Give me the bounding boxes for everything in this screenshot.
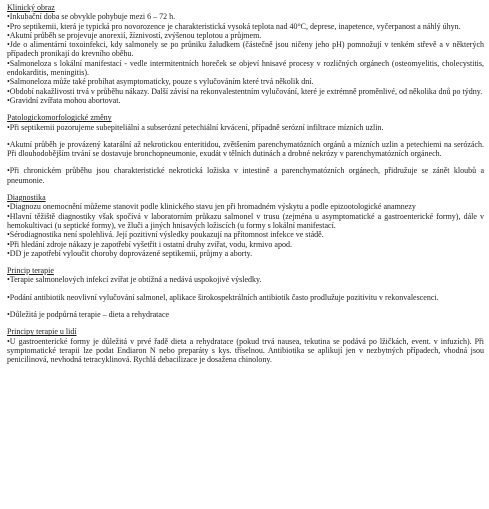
paragraph: •Sérodiagnostika není spolehlivá. Její pozitivní výsledky poukazují na přítomnost infekce ve stádě. bbox=[7, 230, 324, 240]
paragraph: •Při chronickém průběhu jsou charakteristické nekrotická ložiska v intestině a parenchymatózních orgánech, přidružuje se zánět kloubů a pneumonie. bbox=[7, 166, 484, 185]
paragraph: •Jde o alimentární toxoinfekci, kdy salmonely se po průniku žaludkem (částečně jsou ničeny jeho pH) pomnožují v tenkém střevě a v některých případech pronikají do krevního oběhu. bbox=[7, 40, 484, 59]
paragraph: •Diagnozu onemocnění můžeme stanovit podle klinického stavu jen při hromadném výskytu a podle epizootologické anamnezy bbox=[7, 202, 416, 212]
paragraph: •Akutní průběh je provázený katarální až nekrotickou enteritidou, zvětšením parenchymatózních orgánů a mízních uzlin a petechiemi na serózách. Při dlouhodobějším trvání se dostavuje bronchopneumonie, exudát v tělních dutinách a drobné nekrózy v parenchymatózních orgánech. bbox=[7, 139, 484, 159]
paragraph: •Podání antibiotik neovlivní vylučování salmonel, aplikace širokospektrálních antibiotik často prodlužuje pozitivitu v rekonvalescenci. bbox=[7, 292, 439, 302]
paragraph: •Salmoneloza může také probíhat asymptomaticky, pouze s vylučováním které trvá několik dní. bbox=[7, 77, 314, 87]
paragraph: •Důležitá je podpůrná terapie – dieta a rehydratace bbox=[7, 310, 170, 320]
section-heading: Principy terapie u lidí bbox=[7, 327, 77, 337]
paragraph: •Terapie salmonelových infekcí zvířat je obtížná a nedává uspokojivé výsledky. bbox=[7, 275, 262, 285]
section-patologickomorfologicke-zmeny bbox=[7, 113, 484, 185]
section-principy-terapie-u-lidi bbox=[7, 327, 484, 364]
section-heading: Klinický obraz bbox=[7, 3, 55, 12]
paragraph: •U gastroenterické formy je důležitá v prvé řadě dieta a rehydratace (pokud trvá nausea, tekutina se podává po lžičkách, event. v infuzích). Při symptomatické terapii lze podat Endiaron N nebo preparáty s kys. tříselnou. Antibiotika se aplikují jen v nezbytných případech, vhodná jsou penicilinová, nevhodná tetracyklinová. Rychlá debacilizace je dosažena chinolony. bbox=[7, 336, 484, 365]
section-heading: Patologickomorfologické změny bbox=[7, 113, 112, 123]
paragraph: •Období nakažlivosti trvá v průběhu nákazy. Další závisí na rekonvalestentním vylučování, které je extrémně proměnlivé, od několika dnů po týdny. bbox=[7, 86, 483, 96]
paragraph: •Akutní průběh se projevuje anorexií, žíznivostí, zvýšenou teplotou a průjmem. bbox=[7, 30, 262, 40]
paragraph: •Pro septikemii, která je typická pro novorozence je charakteristická vysoká teplota nad 40°C, deprese, inapetence, vyčerpanost a náhlý úhyn. bbox=[7, 21, 461, 31]
paragraph: •Gravidní zvířata mohou abortovat. bbox=[7, 95, 121, 105]
paragraph: •Při hledání zdroje nákazy je zapotřebí vyšetřit i ostatní druhy zvířat, vodu, krmivo apod. bbox=[7, 239, 292, 249]
section-heading: Princip terapie bbox=[7, 266, 54, 276]
paragraph: •Při septikemii pozorujeme subepiteliální a subserózní petechiální krvácení, případně serózní infiltrace mízních uzlin. bbox=[7, 122, 384, 132]
paragraph: •Inkubační doba se obvykle pohybuje mezi 6 – 72 h. bbox=[7, 12, 176, 22]
section-princip-terapie bbox=[7, 266, 484, 319]
paragraph: •Hlavní těžiště diagnostiky však spočívá v laboratorním průkazu salmonel v trusu (zejména u asymptomatické a gastroenterické formy), dále v hemokultivaci (u septické formy), ve žluči a jiných hnisavých ložiscích (u formy s lokální manifestací. bbox=[7, 211, 484, 230]
paragraph: •Salmoneloza s lokální manifestací - vedle intermitentních horeček se objeví hnisavé procesy v rozličných orgánech (osteomyelitis, cholecystitis, endokarditis, meningitis). bbox=[7, 58, 484, 78]
section-klinicky-obraz bbox=[7, 3, 484, 105]
section-heading: Diagnostika bbox=[7, 193, 46, 203]
paragraph: •DD je zapotřebí vyloučit choroby doprovázené septikemií, průjmy a aborty. bbox=[7, 248, 253, 258]
section-diagnostika bbox=[7, 193, 484, 258]
